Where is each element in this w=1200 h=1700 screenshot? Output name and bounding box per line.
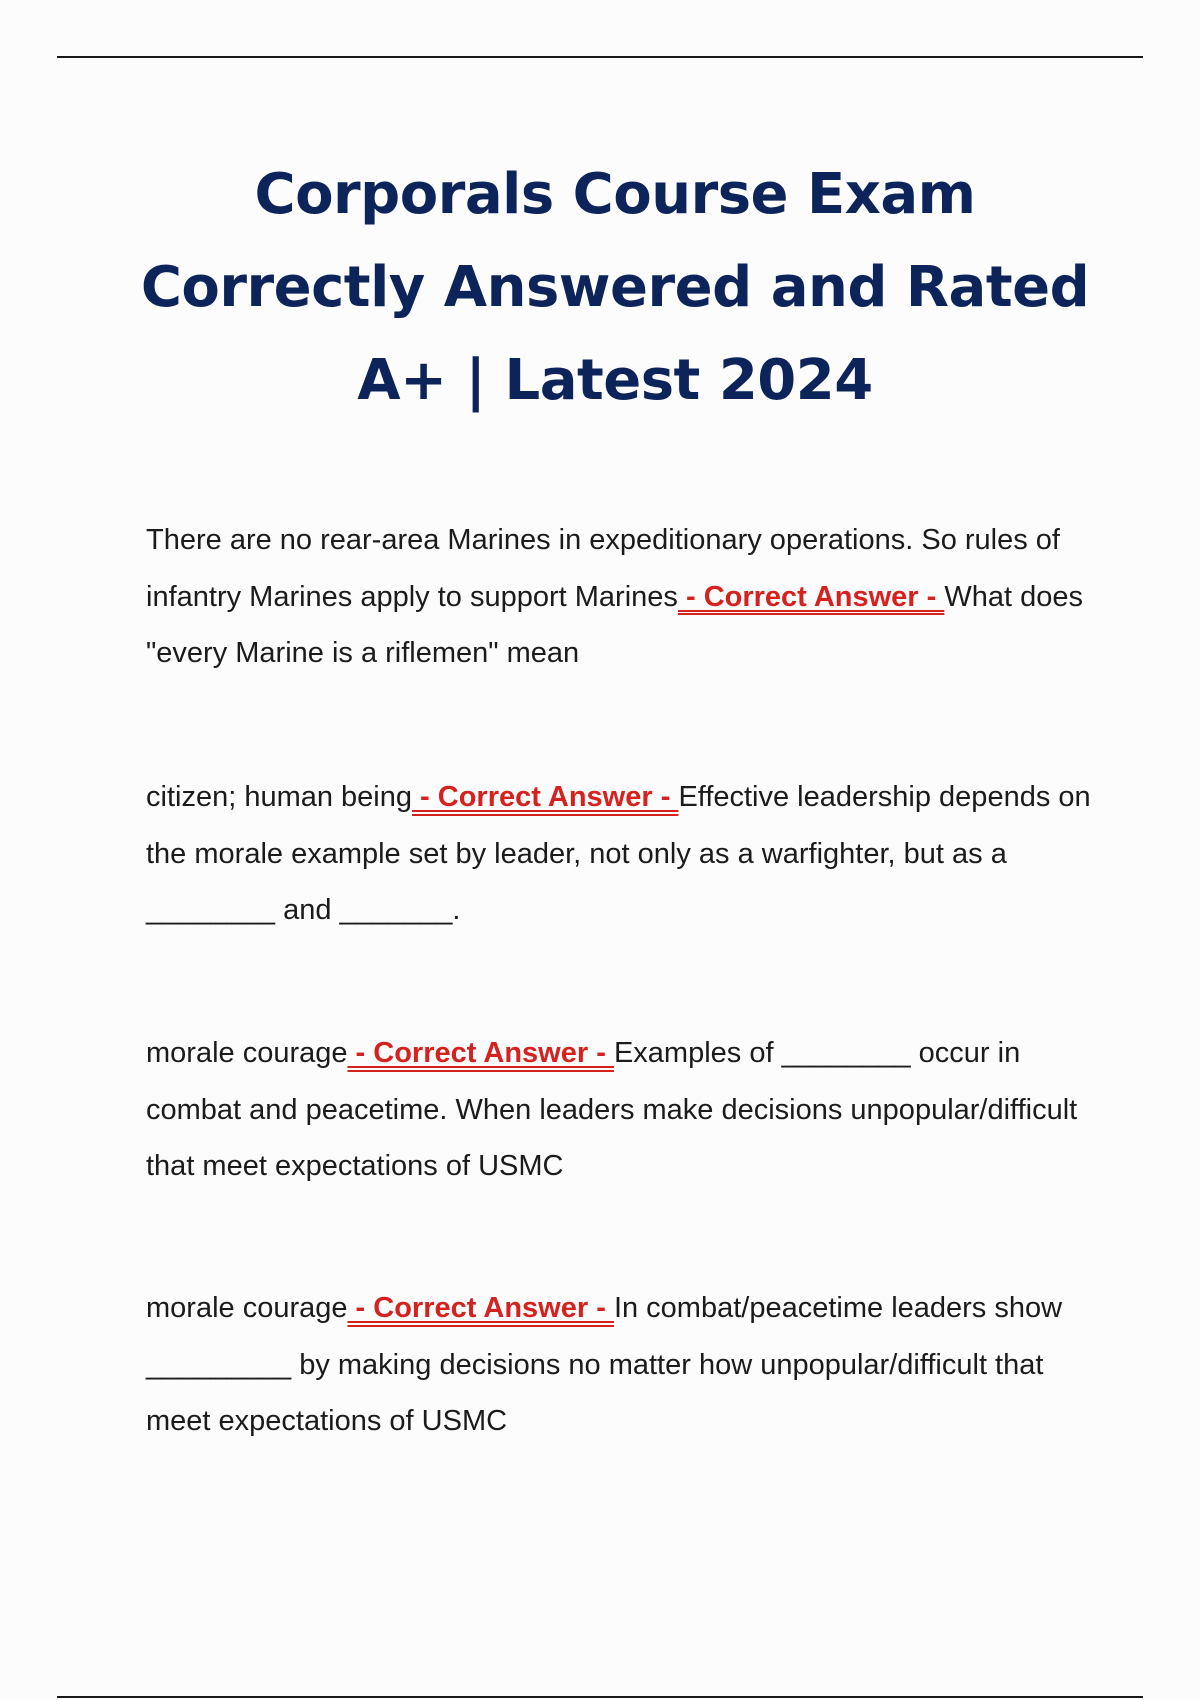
question-text: Examples of ________ occur in combat and peacetime. When leaders make decisions unpopular/difficult that meet expectations of USMC	[146, 1037, 1078, 1182]
correct-answer-label: - Correct Answer -	[677, 580, 945, 613]
question-text: What does "every Marine is a riflemen" mean	[146, 580, 1083, 669]
qa-item	[146, 769, 1106, 939]
correct-answer-label: - Correct Answer -	[347, 1292, 614, 1324]
bottom-rule	[57, 1696, 1143, 1698]
title-line-3: A+ | Latest 2024	[357, 348, 873, 413]
question-text: In combat/peacetime leaders show _________ by making decisions no matter how unpopular/difficult that meet expectations of USMC	[146, 1292, 1063, 1437]
answer-text: There are no rear-area Marines in expeditionary operations. So rules of infantry Marines apply to support Marines	[146, 524, 1060, 613]
qa-item	[146, 1025, 1106, 1195]
title-line-1: Corporals Course Exam	[254, 162, 976, 227]
correct-answer-label: - Correct Answer -	[347, 1037, 614, 1069]
document-title	[130, 148, 1100, 427]
top-rule	[57, 56, 1143, 58]
correct-answer-label: - Correct Answer -	[412, 781, 679, 813]
answer-text: morale courage	[146, 1292, 348, 1324]
answer-text: citizen; human being	[146, 781, 412, 813]
title-line-2: Correctly Answered and Rated	[140, 255, 1090, 320]
qa-item	[146, 512, 1106, 682]
answer-text: morale courage	[146, 1037, 348, 1069]
question-text: Effective leadership depends on the morale example set by leader, not only as a warfighter, but as a ________ and _______.	[146, 781, 1091, 926]
qa-item	[146, 1280, 1106, 1450]
